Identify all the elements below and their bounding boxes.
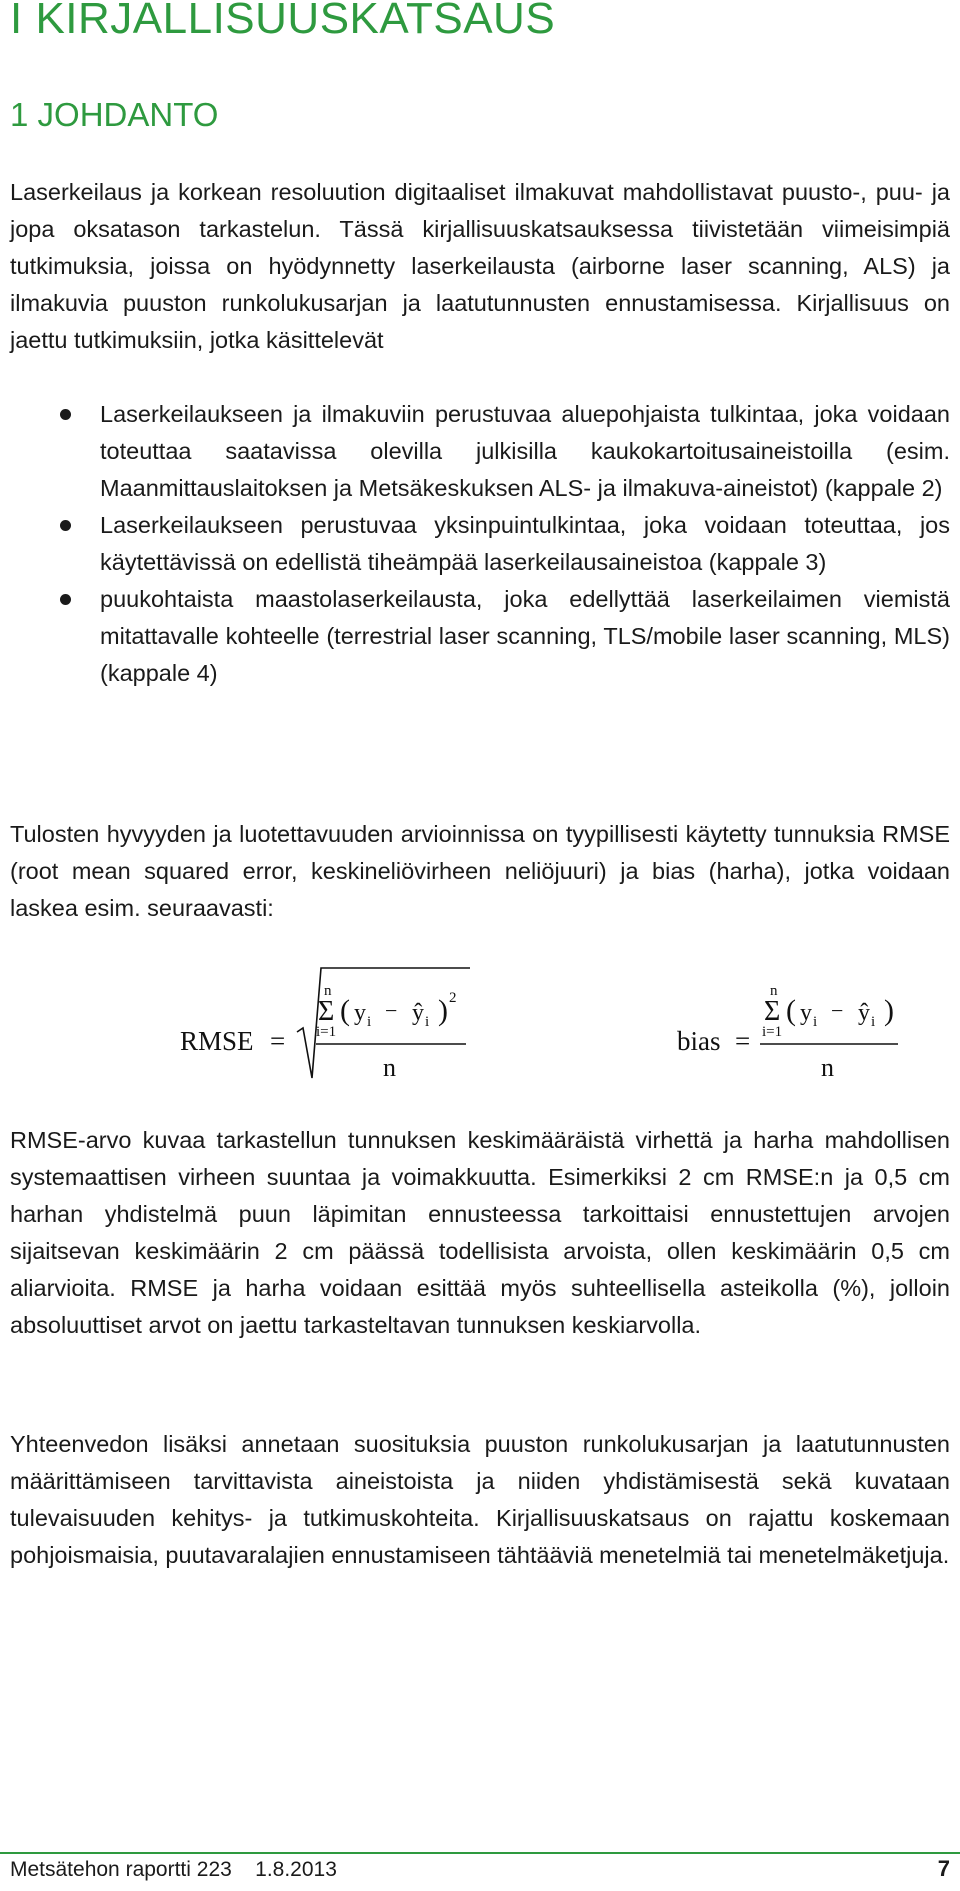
rmse-yhat: ŷ: [412, 1000, 424, 1026]
list-item: [10, 396, 950, 507]
bias-sum-lower: i=1: [762, 1024, 783, 1040]
rmse-y: y: [354, 1000, 366, 1026]
bias-equals: =: [735, 1026, 751, 1056]
study-categories-list: [10, 396, 950, 692]
bias-rparen: ): [884, 994, 894, 1027]
bias-y: y: [800, 1000, 812, 1026]
bias-yhat-sub: i: [871, 1014, 876, 1030]
list-item-text: Laserkeilaukseen ja ilmakuviin perustuvaa aluepohjaista tulkintaa, joka voidaan toteuttaa saatavissa olevilla julkisilla kaukokartoitusaineistoilla (esim. Maanmittauslaitoksen ja Metsäkeskuksen ALS- ja ilmakuva-aineistot) (kappale 2): [100, 401, 950, 501]
formula-svg: [0, 960, 960, 1110]
list-item-text: Laserkeilaukseen perustuvaa yksinpuintulkintaa, joka voidaan toteuttaa, jos käytettävissä on edellistä tiheämpää laserkeilausaineistoa (kappale 3): [100, 512, 950, 575]
page-number: 7: [937, 1856, 950, 1881]
rmse-explanation-paragraph: RMSE-arvo kuvaa tarkastellun tunnuksen keskimääräistä virhettä ja harha mahdollisen systemaattisen virheen suuntaa ja voimakkuutta. Esimerkiksi 2 cm RMSE:n ja 0,5 cm harhan yhdistelmä puun läpimitan ennusteessa tarkoittaisi ennustettujen arvojen sijaitsevan keskimäärin 2 cm päässä todellisista arvoista, ollen keskimäärin 0,5 cm aliarvioita. RMSE ja harha voidaan esittää myös suhteellisella asteikolla (%), jolloin absoluuttiset arvot on jaettu tarkasteltavan tunnuksen keskiarvolla.: [10, 1127, 950, 1338]
footer-report-info: Metsätehon raportti 223 1.8.2013: [10, 1858, 337, 1881]
bullet-icon: [60, 409, 71, 420]
bias-lparen: (: [786, 994, 796, 1027]
rmse-sum-upper: n: [324, 983, 332, 999]
list-item: [10, 581, 950, 692]
bias-yhat: ŷ: [858, 1000, 870, 1026]
bias-formula: [677, 983, 898, 1082]
bias-label: bias: [677, 1026, 721, 1056]
rmse-sum-sign: Σ: [318, 996, 335, 1027]
rmse-yhat-sub: i: [425, 1014, 430, 1030]
rmse-exponent: 2: [449, 990, 457, 1006]
rmse-y-sub: i: [367, 1014, 372, 1030]
chapter-heading: I KIRJALLISUUSKATSAUS: [10, 0, 556, 43]
rmse-equals: =: [270, 1026, 286, 1056]
summary-paragraph: Yhteenvedon lisäksi annetaan suosituksia puuston runkolukusarjan ja laatutunnusten määrittämiseen tarvittavista aineistoista ja niiden yhdistämisestä sekä kuvataan tulevaisuuden kehitys- ja tutkimuskohteita. Kirjallisuuskatsaus on rajattu koskemaan pohjoismaisia, puutavaralajien ennustamiseen tähtääviä menetelmiä tai menetelmäketjuja.: [10, 1431, 950, 1568]
intro-paragraph: Laserkeilaus ja korkean resoluution digitaaliset ilmakuvat mahdollistavat puusto-, puu- ja jopa oksatason tarkastelun. Tässä kirjallisuuskatsauksessa tiivistetään viimeisimpiä tutkimuksia, joissa on hyödynnetty laserkeilausta (airborne laser scanning, ALS) ja ilmakuvia puuston runkolukusarjan ja laatutunnusten ennustamisessa. Kirjallisuus on jaettu tutkimuksiin, jotka käsittelevät: [10, 179, 950, 353]
rmse-denominator: n: [383, 1053, 396, 1082]
rmse-label: RMSE: [180, 1026, 254, 1056]
bias-sum-sign: Σ: [764, 996, 781, 1027]
rmse-minus: −: [385, 998, 398, 1023]
bias-denominator: n: [821, 1053, 834, 1082]
bullet-icon: [60, 520, 71, 531]
rmse-rparen: ): [438, 994, 448, 1027]
rmse-sum-lower: i=1: [316, 1024, 337, 1040]
rmse-lparen: (: [340, 994, 350, 1027]
bias-sum-upper: n: [770, 983, 778, 999]
rmse-formula: [180, 968, 470, 1082]
bias-y-sub: i: [813, 1014, 818, 1030]
bias-minus: −: [831, 998, 844, 1023]
list-item-text: puukohtaista maastolaserkeilausta, joka edellyttää laserkeilaimen viemistä mitattavalle kohteelle (terrestrial laser scanning, TLS/mobile laser scanning, MLS) (kappale 4): [100, 586, 950, 686]
metrics-paragraph: Tulosten hyvyyden ja luotettavuuden arvioinnissa on tyypillisesti käytetty tunnuksia RMSE (root mean squared error, keskineliövirheen neliöjuuri) ja bias (harha), jotka voidaan laskea esim. seuraavasti:: [10, 821, 950, 921]
list-item: [10, 507, 950, 581]
footer-divider: [0, 1852, 960, 1854]
section-heading: 1 JOHDANTO: [10, 96, 219, 133]
formula-block: [0, 960, 960, 1110]
bullet-icon: [60, 594, 71, 605]
